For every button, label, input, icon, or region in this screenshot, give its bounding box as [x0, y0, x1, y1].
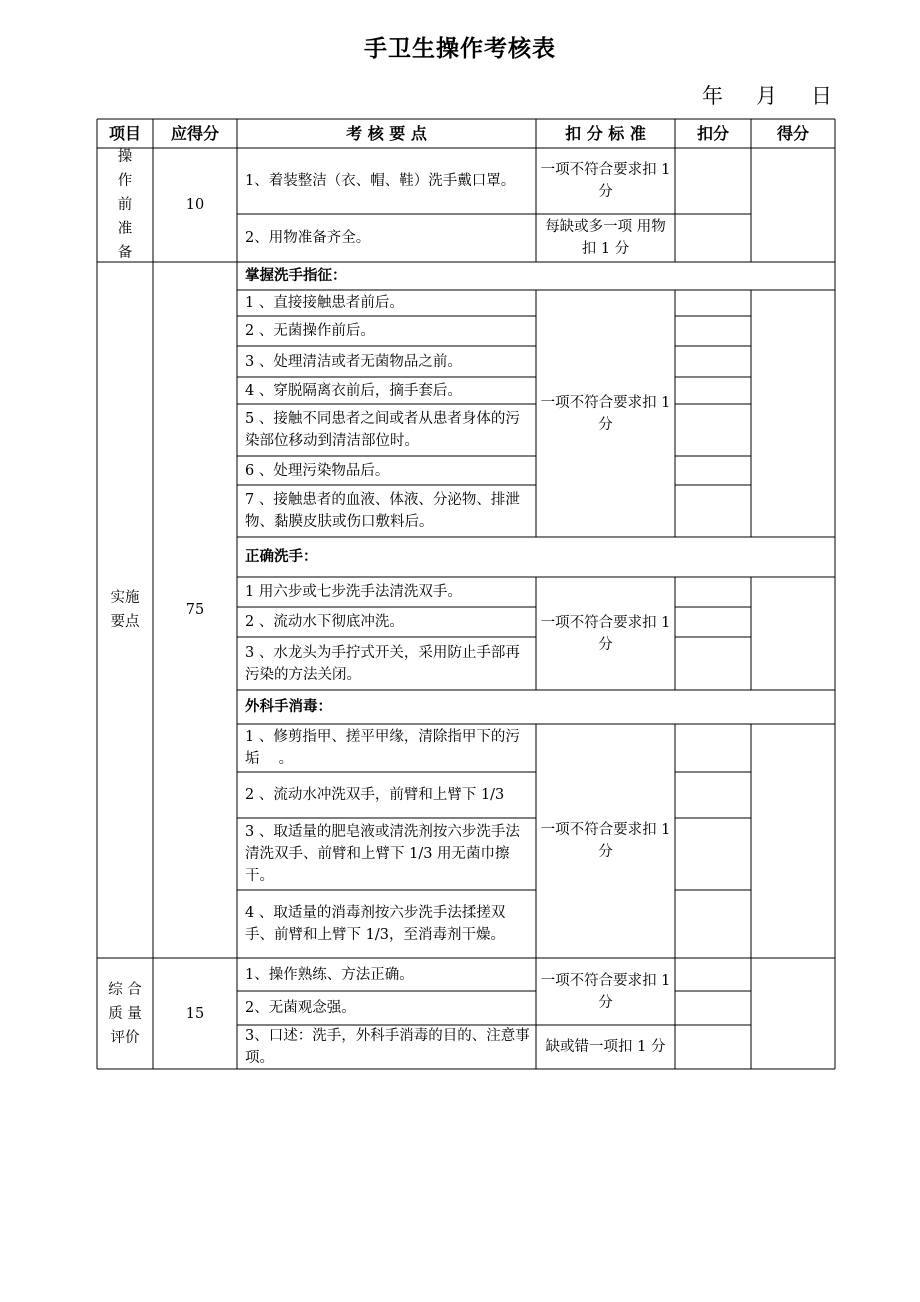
prep-standard: 每缺或多一项 用物扣 1 分 [545, 219, 666, 257]
section-prep-name-char: 操 [117, 149, 133, 165]
indication-item: 5 、接触不同患者之间或者从患者身体的污染部位移动到清洁部位时。 [245, 411, 520, 449]
section-prep-name-char: 作 [117, 173, 133, 189]
overall-standard-b: 缺或错一项扣 1 分 [545, 1039, 666, 1055]
indication-item: 6 、处理污染物品后。 [245, 462, 390, 479]
date-month-label: 月 [756, 84, 777, 108]
section-prep-name-char: 前 [117, 197, 133, 213]
overall-item: 3、口述：洗手，外科手消毒的目的、注意事项。 [245, 1028, 530, 1066]
washing-title: 正确洗手： [245, 549, 318, 565]
header-points: 考 核 要 点 [346, 123, 427, 143]
header-standard: 扣 分 标 准 [565, 123, 646, 143]
header-gained: 得分 [776, 123, 809, 143]
prep-point: 1、着装整洁（衣、帽、鞋）洗手戴口罩。 [245, 173, 516, 189]
surgical-item: 1 、修剪指甲、搓平甲缘，清除指甲下的污垢 。 [245, 729, 520, 767]
prep-point: 2、用物准备齐全。 [245, 230, 371, 246]
page-title: 手卫生操作考核表 [364, 36, 556, 62]
indication-item: 1 、直接接触患者前后。 [245, 295, 404, 311]
indication-item: 3 、处理清洁或者无菌物品之前。 [245, 353, 462, 370]
header-score: 应得分 [170, 123, 219, 143]
indication-item: 4 、穿脱隔离衣前后，摘手套后。 [245, 382, 462, 399]
surgical-item: 2 、流动水冲洗双手，前臂和上臂下 1/3 [245, 787, 505, 803]
overall-item: 2、无菌观念强。 [245, 1000, 356, 1016]
section-prep-name-char: 准 [117, 221, 133, 237]
section-prep-score: 10 [185, 197, 205, 213]
surgical-standard: 一项不符合要求扣 1 分 [540, 822, 671, 860]
surgical-title: 外科手消毒： [245, 699, 332, 715]
indication-item: 7 、接触患者的血液、体液、分泌物、排泄物、黏膜皮肤或伤口敷料后。 [245, 492, 520, 530]
washing-standard: 一项不符合要求扣 1 分 [540, 614, 671, 653]
indications-standard: 一项不符合要求扣 1 分 [540, 394, 671, 433]
date-year-label: 年 [702, 84, 723, 108]
overall-standard-a: 一项不符合要求扣 1 分 [540, 972, 671, 1011]
section-overall-score: 15 [185, 1005, 205, 1022]
washing-item: 3 、水龙头为手拧式开关，采用防止手部再污染的方法关闭。 [245, 644, 520, 683]
indications-title: 掌握洗手指征： [245, 268, 347, 284]
header-item: 项目 [108, 123, 141, 143]
section-prep-name-char: 备 [117, 245, 133, 261]
washing-item: 2 、流动水下彻底冲洗。 [245, 614, 404, 630]
section-prep-name [97, 148, 153, 262]
date-day-label: 日 [811, 84, 832, 108]
header-deduct: 扣分 [696, 123, 729, 143]
surgical-item: 3 、取适量的肥皂液或清洗剂按六步洗手法清洗双手、前臂和上臂下 1/3 用无菌巾擦干。 [245, 824, 520, 884]
section-overall-name [97, 958, 153, 1069]
section-overall-name-line: 质 量 [108, 1005, 142, 1022]
washing-item: 1 用六步或七步洗手法清洗双手。 [245, 584, 462, 600]
surgical-item: 4 、取适量的消毒剂按六步洗手法揉搓双手、前臂和上臂下 1/3，至消毒剂干燥。 [245, 905, 506, 943]
section-impl-name [97, 262, 153, 958]
prep-standard: 一项不符合要求扣 1 分 [540, 162, 671, 200]
section-overall-name-line: 综 合 [108, 981, 142, 998]
section-impl-name-line: 要点 [110, 614, 140, 630]
section-impl-score: 75 [185, 602, 205, 618]
section-overall-name-line: 评价 [110, 1029, 140, 1046]
indication-item: 2 、无菌操作前后。 [245, 323, 375, 339]
overall-item: 1、操作熟练、方法正确。 [245, 966, 414, 983]
section-impl-name-line: 实施 [110, 590, 140, 606]
